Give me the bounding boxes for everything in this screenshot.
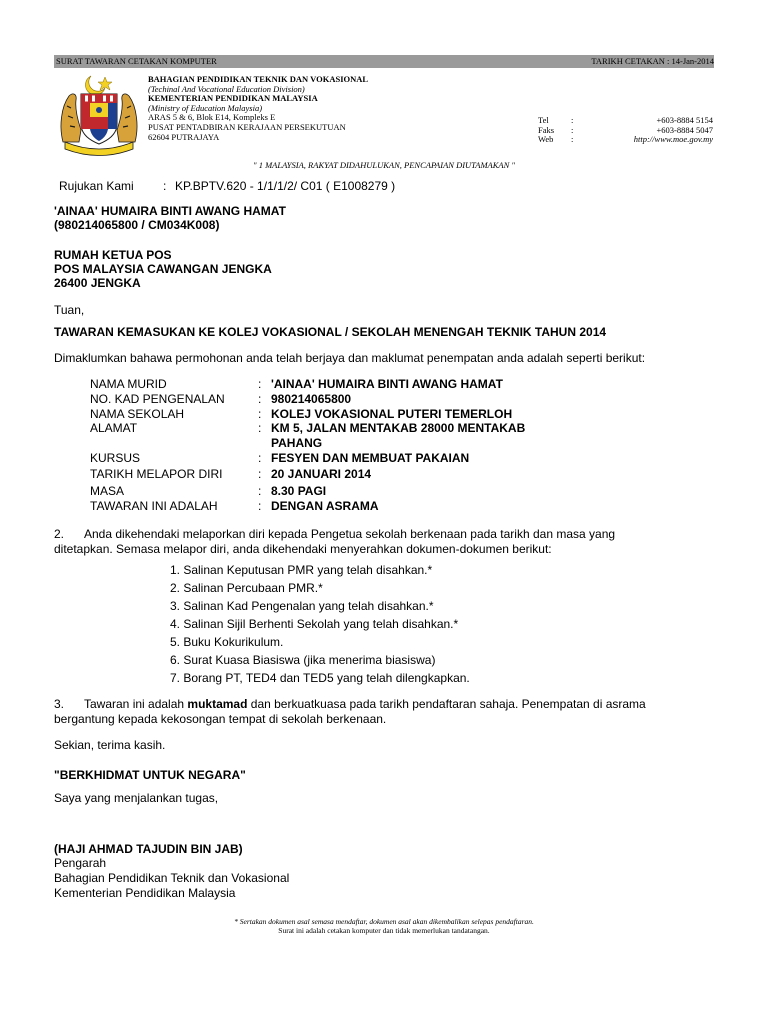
signatory-division: Bahagian Pendidikan Teknik dan Vokasional xyxy=(54,871,290,885)
detail-label: ALAMAT xyxy=(90,421,138,435)
signatory-title: Pengarah xyxy=(54,856,107,870)
paragraph-number: 2. xyxy=(54,527,65,541)
detail-colon: : xyxy=(258,392,262,406)
ministry-name-english: (Ministry of Education Malaysia) xyxy=(148,102,263,113)
detail-value: FESYEN DAN MEMBUAT PAKAIAN xyxy=(271,451,470,465)
detail-value: 980214065800 xyxy=(271,392,352,406)
detail-colon: : xyxy=(258,407,262,421)
footnote xyxy=(0,917,768,935)
detail-value-continued: PAHANG xyxy=(271,436,323,450)
detail-label: NO. KAD PENGENALAN xyxy=(90,392,225,406)
document-list-item: 6. Surat Kuasa Biasiswa (jika menerima biasiswa) xyxy=(170,653,436,667)
document-list-item: 2. Salinan Percubaan PMR.* xyxy=(170,581,323,595)
detail-value: 8.30 PAGI xyxy=(271,484,327,498)
detail-value: DENGAN ASRAMA xyxy=(271,499,379,513)
paragraph-text: bergantung kepada kekosongan tempat di sekolah berkenaan. xyxy=(54,712,387,726)
tel-value: +603-8884 5154 xyxy=(656,115,713,125)
division-name-english: (Techinal And Vocational Education Division) xyxy=(148,83,305,94)
detail-colon: : xyxy=(258,484,262,498)
web-label: Web xyxy=(538,134,554,145)
reference-number: KP.BPTV.620 - 1/1/1/2/ C01 ( E1008279 ) xyxy=(175,179,396,193)
web-link[interactable]: http://www.moe.gov.my xyxy=(633,134,713,145)
signatory-ministry: Kementerian Pendidikan Malaysia xyxy=(54,886,236,900)
tel-label: Tel xyxy=(538,115,549,125)
detail-colon: : xyxy=(258,499,262,513)
address-line: PUSAT PENTADBIRAN KERAJAAN PERSEKUTUAN xyxy=(148,121,346,132)
colon: : xyxy=(571,124,574,135)
recipient-address-line: POS MALAYSIA CAWANGAN JENGKA xyxy=(54,262,272,276)
document-list-item: 4. Salinan Sijil Berhenti Sekolah yang telah disahkan.* xyxy=(170,617,459,631)
letter-type: SURAT TAWARAN CETAKAN KOMPUTER xyxy=(56,56,217,66)
detail-label: KURSUS xyxy=(90,451,141,465)
paragraph-text xyxy=(84,697,646,711)
header-bar xyxy=(54,55,714,68)
document-list-item: 3. Salinan Kad Pengenalan yang telah disahkan.* xyxy=(170,599,434,613)
detail-value: 'AINAA' HUMAIRA BINTI AWANG HAMAT xyxy=(271,377,503,391)
fax-label: Faks xyxy=(538,124,555,135)
recipient-ids: (980214065800 / CM034K008) xyxy=(54,218,220,232)
contact-colons xyxy=(571,116,573,145)
closing-line: Sekian, terima kasih. xyxy=(54,738,166,752)
letter-subject: TAWARAN KEMASUKAN KE KOLEJ VOKASIONAL / SEKOLAH MENENGAH TEKNIK TAHUN 2014 xyxy=(54,325,607,339)
detail-label: TAWARAN INI ADALAH xyxy=(90,499,218,513)
paragraph-number: 3. xyxy=(54,697,65,711)
detail-label: NAMA SEKOLAH xyxy=(90,407,185,421)
salutation: Tuan, xyxy=(54,303,85,317)
detail-colon: : xyxy=(258,421,262,435)
footnote-line: * Sertakan dokumen asal semasa mendaftar, dokumen asal akan dikembalikan selepas pendaftaran. xyxy=(234,917,534,926)
recipient-address-line: RUMAH KETUA POS xyxy=(54,248,172,262)
detail-colon: : xyxy=(258,467,262,481)
address-line: 62604 PUTRAJAYA xyxy=(148,131,220,142)
detail-label: NAMA MURID xyxy=(90,377,167,391)
contact-labels xyxy=(538,116,554,145)
fax-value: +603-8884 5047 xyxy=(656,124,713,135)
detail-value: KOLEJ VOKASIONAL PUTERI TEMERLOH xyxy=(271,407,513,421)
intro-paragraph: Dimaklumkan bahawa permohonan anda telah berjaya dan maklumat penempatan anda adalah seperti berikut: xyxy=(54,351,646,365)
detail-value: KM 5, JALAN MENTAKAB 28000 MENTAKAB xyxy=(271,421,526,435)
recipient-name: 'AINAA' HUMAIRA BINTI AWANG HAMAT xyxy=(54,204,286,218)
slogan: "BERKHIDMAT UNTUK NEGARA" xyxy=(54,768,246,782)
division-name: BAHAGIAN PENDIDIKAN TEKNIK DAN VOKASIONAL xyxy=(148,74,369,84)
text-span: dan berkuatkuasa pada tarikh pendaftaran sahaja. Penempatan di asrama xyxy=(247,697,646,711)
malaysia-coat-of-arms-icon xyxy=(57,72,141,156)
duty-line: Saya yang menjalankan tugas, xyxy=(54,791,219,805)
ministry-name: KEMENTERIAN PENDIDIKAN MALAYSIA xyxy=(148,93,318,104)
colon: : xyxy=(571,134,574,145)
paragraph-text: ditetapkan. Semasa melapor diri, anda dikehendaki menyerahkan dokumen-dokumen berikut: xyxy=(54,542,552,556)
text-span: Tawaran ini adalah xyxy=(84,697,188,711)
reference-colon: : xyxy=(163,179,167,193)
paragraph-text: Anda dikehendaki melaporkan diri kepada Pengetua sekolah berkenaan pada tarikh dan masa yang xyxy=(84,527,616,541)
emphasis-muktamad: muktamad xyxy=(187,697,248,711)
recipient-address-line: 26400 JENGKA xyxy=(54,276,141,290)
contact-values xyxy=(634,116,713,145)
detail-colon: : xyxy=(258,451,262,465)
footnote-line: Surat ini adalah cetakan komputer dan tidak memerlukan tandatangan. xyxy=(278,926,490,935)
detail-value: 20 JANUARI 2014 xyxy=(271,467,372,481)
print-date: TARIKH CETAKAN : 14-Jan-2014 xyxy=(591,56,714,66)
detail-colon: : xyxy=(258,377,262,391)
detail-label: TARIKH MELAPOR DIRI xyxy=(90,467,223,481)
detail-label: MASA xyxy=(90,484,125,498)
motto: " 1 MALAYSIA, RAKYAT DIDAHULUKAN, PENCAPAIAN DIUTAMAKAN " xyxy=(253,160,515,170)
colon: : xyxy=(571,115,574,125)
agency-address-block xyxy=(148,75,368,142)
reference-label: Rujukan Kami xyxy=(59,179,134,193)
document-list-item: 5. Buku Kokurikulum. xyxy=(170,635,284,649)
address-line: ARAS 5 & 6, Blok E14, Kompleks E xyxy=(148,112,276,123)
document-list-item: 1. Salinan Keputusan PMR yang telah disahkan.* xyxy=(170,563,433,577)
signatory-name: (HAJI AHMAD TAJUDIN BIN JAB) xyxy=(54,842,243,856)
document-list-item: 7. Borang PT, TED4 dan TED5 yang telah dilengkapkan. xyxy=(170,671,470,685)
